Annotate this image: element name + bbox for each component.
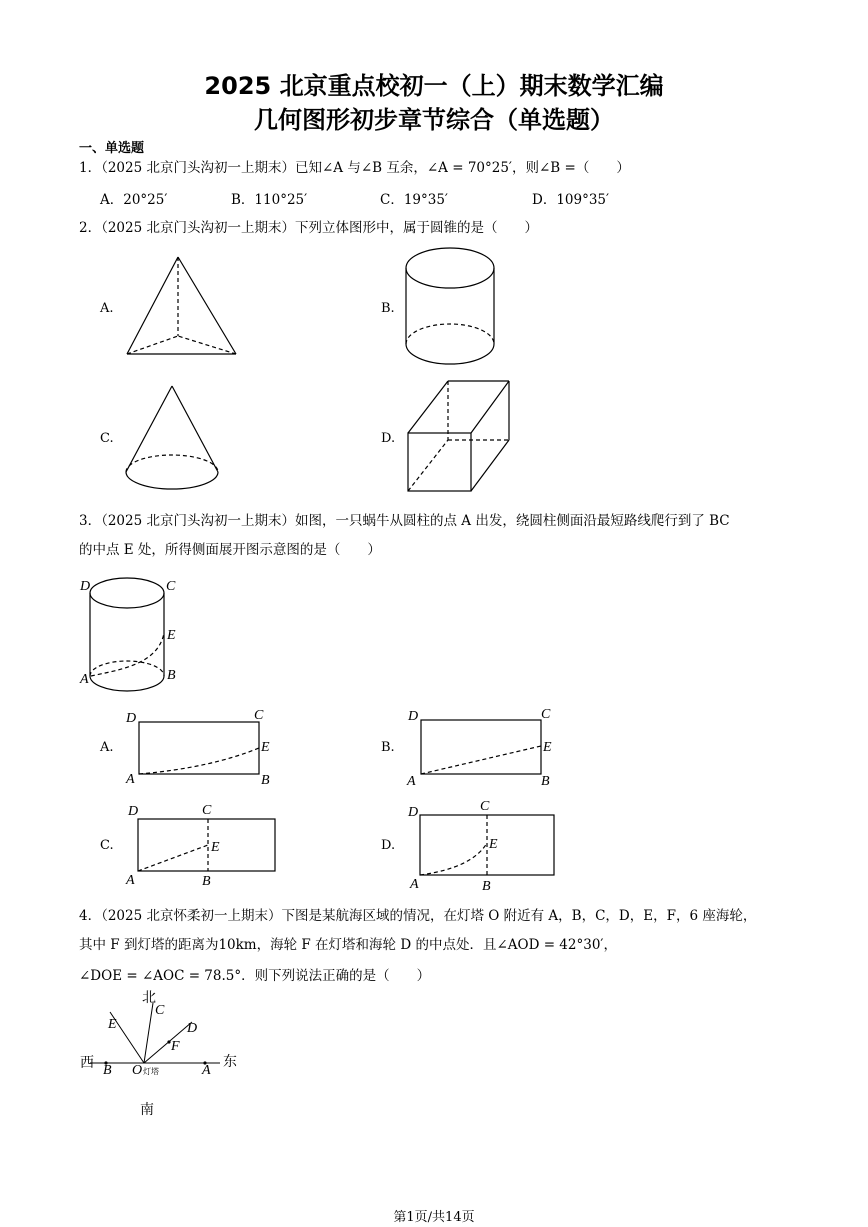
q3b-label-a: A [407,774,416,789]
q1-option-d: D．109°35′ [532,192,610,208]
q3d-label-e: E [489,837,498,852]
q3c-label-c: C [202,803,212,818]
q4-label-north: 北 [142,991,156,1006]
q1-option-a: A．20°25′ [100,192,168,208]
q2-option-b-label: B. [381,301,395,316]
page-footer: 第1页/共14页 [393,1210,475,1225]
q3d-label-c: C [480,799,490,814]
page-title-line2: 几何图形初步章节综合（单选题） [254,106,614,134]
q3-cyl-label-b: B [167,668,176,683]
q3c-label-d: D [128,804,139,819]
question-3-text-line1: 3．（2025 北京门头沟初一上期末）如图，一只蜗牛从圆柱的点 A 出发，绕圆柱侧面沿最短路线爬行到了 BC [79,513,730,529]
q4-label-west: 西 [80,1056,94,1071]
q4-label-f: F [171,1039,180,1054]
question-2-text: 2．（2025 北京门头沟初一上期末）下列立体图形中，属于圆锥的是（ ） [79,220,538,236]
q3-option-c-label: C. [100,838,114,853]
q3-option-d-figure[interactable] [402,798,562,894]
q3d-label-d: D [408,805,419,820]
question-4-text-line1: 4．（2025 北京怀柔初一上期末）下图是某航海区域的情况，在灯塔 O 附近有 A，B，C，D，E，F，6 座海轮， [79,908,757,924]
q1-option-c: C．19°35′ [380,192,449,208]
q2-option-a-label: A. [100,301,114,316]
q2-option-c-label: C. [100,431,114,446]
q3c-label-b: B [202,874,211,889]
cuboid-icon [405,378,513,496]
question-1-text: 1．（2025 北京门头沟初一上期末）已知∠A 与∠B 互余，∠A = 70°25′，则∠B =（ ） [79,160,630,176]
q3a-label-c: C [254,708,264,723]
question-4-text-line3: ∠DOE = ∠AOC = 78.5°．则下列说法正确的是（ ） [79,968,431,984]
q3b-label-d: D [408,709,419,724]
q4-label-d: D [187,1021,198,1036]
q3b-label-b: B [541,774,550,789]
q3a-label-a: A [126,772,135,787]
q4-label-lighthouse: 灯塔 [143,1067,159,1076]
q4-label-c: C [155,1003,165,1018]
q1-option-b: B．110°25′ [231,192,308,208]
q3-option-a-label: A. [100,740,114,755]
question-3-text-line2: 的中点 E 处，所得侧面展开图示意图的是（ ） [79,542,381,558]
q3d-label-a: A [410,877,419,892]
cone-icon [122,383,222,495]
q4-label-south: 南 [140,1103,154,1118]
q2-option-d-label: D. [381,431,396,446]
q4-label-b: B [103,1063,112,1078]
question-4-text-line2: 其中 F 到灯塔的距离为10km，海轮 F 在灯塔和海轮 D 的中点处．且∠AOD = 42°30′， [79,937,617,953]
q3-option-b-label: B. [381,740,395,755]
q3-option-c-figure[interactable] [120,800,280,890]
q4-label-east: 东 [223,1055,237,1070]
section-heading: 一、单选题 [79,141,145,156]
q4-navigation-figure [80,990,250,1120]
q3d-label-b: B [482,879,491,894]
q3a-label-e: E [261,740,270,755]
q3-cyl-label-e: E [167,628,176,643]
q3-option-d-label: D. [381,838,396,853]
q3c-label-e: E [211,840,220,855]
q3-cyl-label-d: D [80,579,91,594]
q4-label-a: A [202,1063,211,1078]
q3a-label-b: B [261,773,270,788]
q3b-label-c: C [541,707,551,722]
page-title-line1: 2025 北京重点校初一（上）期末数学汇编 [204,72,664,100]
q3-cylinder-figure [78,575,188,690]
q3-option-a-figure[interactable] [120,706,280,788]
q3-cyl-label-c: C [166,579,176,594]
q3b-label-e: E [543,740,552,755]
q4-label-o: O [132,1063,143,1078]
q4-label-e: E [108,1017,117,1032]
q3-option-b-figure[interactable] [402,706,562,788]
cylinder-icon [405,244,500,372]
q3a-label-d: D [126,711,137,726]
q3c-label-a: A [126,873,135,888]
pyramid-icon [120,250,245,360]
q3-cyl-label-a: A [80,672,89,687]
